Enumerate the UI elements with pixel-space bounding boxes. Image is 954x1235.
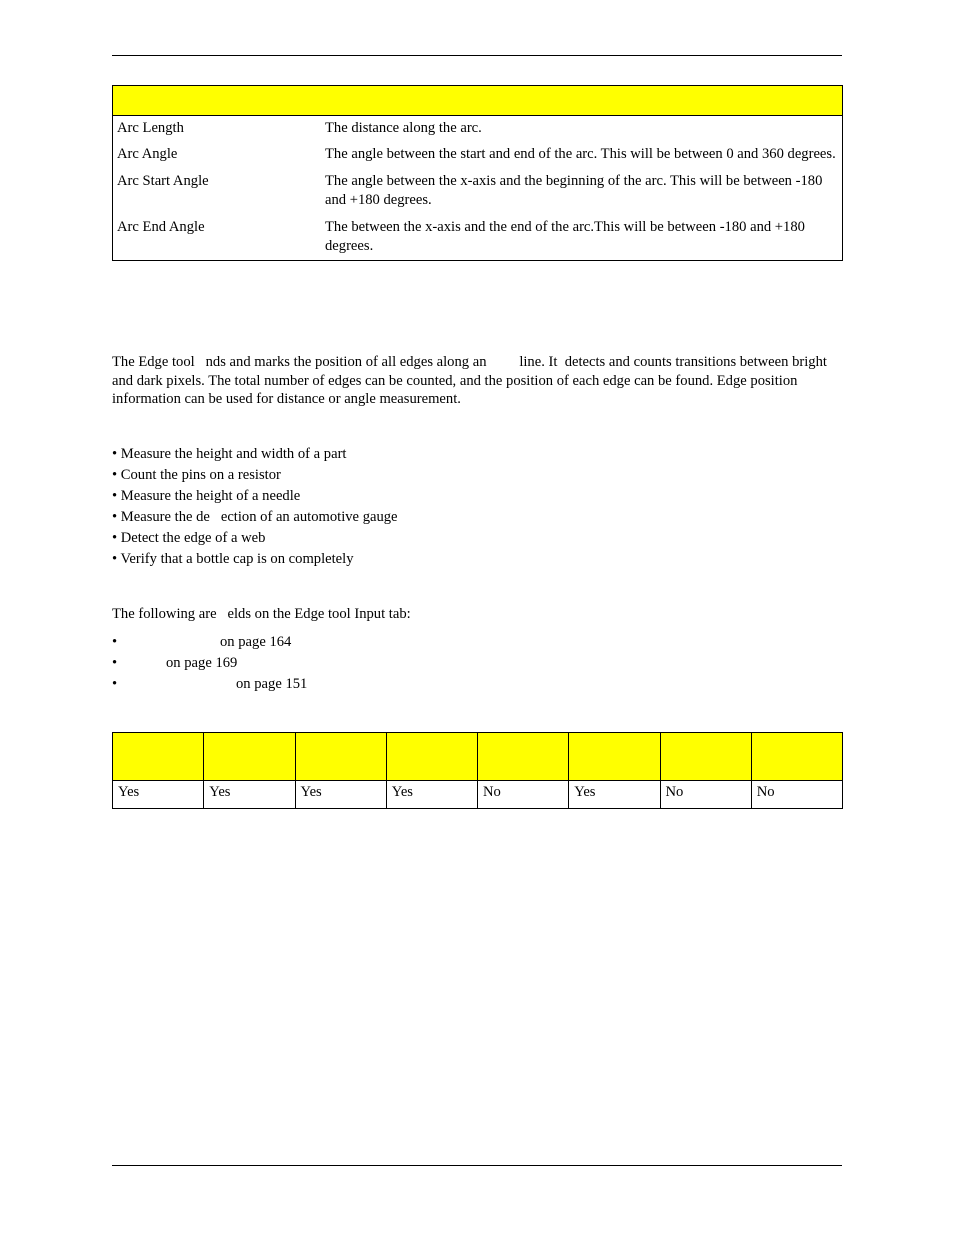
header-cell: [751, 733, 842, 781]
list-item: • Verify that a bottle cap is on completely: [112, 551, 354, 567]
table-row: [113, 145, 843, 172]
page-reference-link[interactable]: on page 151: [236, 676, 308, 692]
list-item: • Measure the height and width of a part: [112, 446, 347, 462]
table-row: [113, 218, 843, 261]
list-item: • Measure the de ection of an automotive gauge: [112, 509, 398, 525]
table-row: [113, 781, 843, 809]
list-item: • Measure the height of a needle: [112, 488, 301, 504]
bullet: •: [112, 676, 118, 692]
value-cell: Yes: [569, 781, 660, 809]
arc-angle-description: The angle between the start and end of the arc. This will be between 0 and 360 degrees.: [325, 146, 836, 162]
arc-measurements-table: [112, 85, 843, 261]
input-fields-intro: The following are elds on the Edge tool Input tab:: [112, 606, 411, 622]
support-matrix-table: [112, 732, 843, 809]
arc-length-label: Arc Length: [117, 120, 184, 136]
table-header-cell: [113, 86, 843, 116]
header-cell: [295, 733, 386, 781]
arc-length-description: The distance along the arc.: [325, 120, 482, 136]
value-cell: No: [751, 781, 842, 809]
value-cell: Yes: [113, 781, 204, 809]
list-item: • Detect the edge of a web: [112, 530, 266, 546]
edge-tool-intro-paragraph: The Edge tool nds and marks the position of all edges along an line. It detects and counts transitions between bright and dark pixels. The total number of edges can be counted, and the position of each edge can be found. Edge position information can be used for distance or angle measurement.: [112, 354, 831, 408]
value-cell: Yes: [295, 781, 386, 809]
header-cell: [478, 733, 569, 781]
arc-start-angle-description: The angle between the x-axis and the beginning of the arc. This will be between -180 and +180 degrees.: [325, 173, 823, 208]
header-cell: [113, 733, 204, 781]
table-row: [113, 172, 843, 218]
arc-end-angle-label: Arc End Angle: [117, 219, 205, 235]
header-rule: [112, 55, 842, 56]
header-cell: [660, 733, 751, 781]
list-item: • Count the pins on a resistor: [112, 467, 281, 483]
value-cell: Yes: [204, 781, 295, 809]
header-cell: [569, 733, 660, 781]
bullet: •: [112, 655, 118, 671]
table-header-row: [113, 86, 843, 116]
edge-tool-uses-list: [112, 444, 398, 570]
value-cell: No: [660, 781, 751, 809]
page-reference-link[interactable]: on page 164: [220, 634, 292, 650]
arc-angle-label: Arc Angle: [117, 146, 178, 162]
header-cell: [386, 733, 477, 781]
arc-end-angle-description: The between the x-axis and the end of the arc.This will be between -180 and +180 degrees.: [325, 219, 805, 254]
table-row: [113, 116, 843, 146]
footer-rule: [112, 1165, 842, 1166]
arc-start-angle-label: Arc Start Angle: [117, 173, 209, 189]
bullet: •: [112, 634, 118, 650]
header-cell: [204, 733, 295, 781]
table-header-row: [113, 733, 843, 781]
value-cell: No: [478, 781, 569, 809]
value-cell: Yes: [386, 781, 477, 809]
page-reference-link[interactable]: on page 169: [166, 655, 238, 671]
